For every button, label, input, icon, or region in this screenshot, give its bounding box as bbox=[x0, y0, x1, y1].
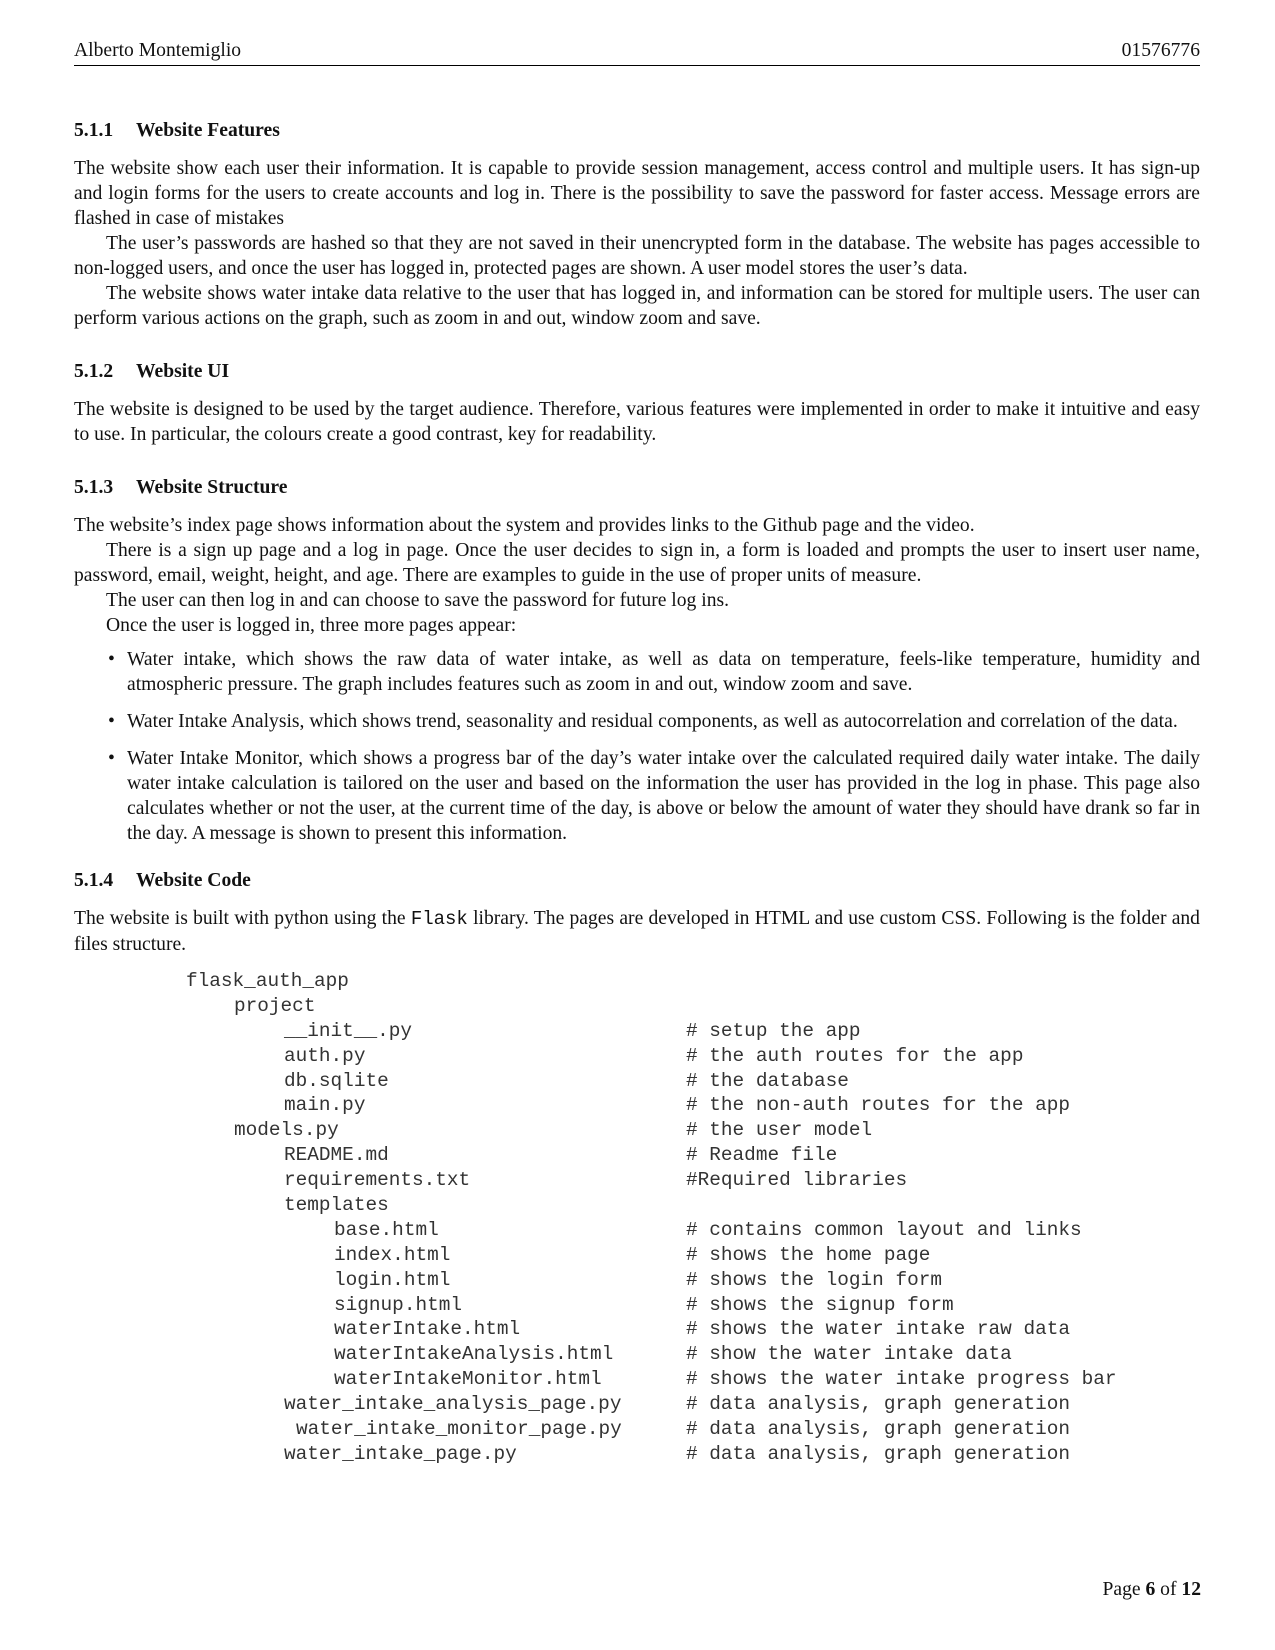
section-number: 5.1.3 bbox=[74, 477, 114, 498]
tree-file: water_intake_monitor_page.py bbox=[296, 1418, 622, 1441]
tree-comment: # shows the home page bbox=[686, 1243, 931, 1266]
inline-code: Flask bbox=[410, 908, 468, 930]
paragraph: The user can then log in and can choose to save the password for future log ins. bbox=[106, 590, 730, 611]
paragraph: Once the user is logged in, three more pages appear: bbox=[106, 615, 517, 636]
section-heading bbox=[74, 118, 1200, 143]
paragraph: The website’s index page shows information about the system and provides links to the Github page and the video. bbox=[74, 515, 975, 536]
tree-row bbox=[74, 1019, 1200, 1044]
student-id: 01576776 bbox=[1121, 40, 1200, 61]
tree-comment: # shows the signup form bbox=[686, 1293, 954, 1316]
section-number: 5.1.1 bbox=[74, 120, 114, 141]
tree-comment: # data analysis, graph generation bbox=[686, 1442, 1070, 1465]
tree-row bbox=[74, 1093, 1200, 1118]
current-page: 6 bbox=[1145, 1579, 1156, 1600]
paragraph: The website is designed to be used by the target audience. Therefore, various features were implemented in order to make it intuitive and easy to use. In particular, the colours create a good contrast, key for readability. bbox=[74, 399, 1200, 445]
tree-file: models.py bbox=[234, 1119, 339, 1142]
tree-comment: # shows the water intake progress bar bbox=[686, 1368, 1117, 1391]
main-content bbox=[74, 118, 1200, 1495]
tree-file: waterIntakeMonitor.html bbox=[334, 1368, 602, 1391]
tree-comment: # data analysis, graph generation bbox=[686, 1418, 1070, 1441]
section-website-code bbox=[74, 868, 1200, 1467]
section-heading bbox=[74, 475, 1200, 500]
section-number: 5.1.4 bbox=[74, 870, 114, 891]
section-title: Website UI bbox=[136, 361, 230, 382]
tree-file: auth.py bbox=[284, 1044, 366, 1067]
tree-comment: # the database bbox=[686, 1069, 849, 1092]
tree-row bbox=[74, 1293, 1200, 1318]
tree-row bbox=[74, 1392, 1200, 1417]
tree-comment: # the auth routes for the app bbox=[686, 1044, 1024, 1067]
tree-row bbox=[74, 1218, 1200, 1243]
tree-comment: # contains common layout and links bbox=[686, 1218, 1082, 1241]
tree-folder: project bbox=[234, 994, 316, 1017]
tree-row bbox=[74, 994, 1200, 1019]
tree-file: water_intake_page.py bbox=[284, 1442, 517, 1465]
tree-row bbox=[74, 1044, 1200, 1069]
tree-file: README.md bbox=[284, 1144, 389, 1167]
tree-file: base.html bbox=[334, 1218, 439, 1241]
tree-comment: # the non-auth routes for the app bbox=[686, 1094, 1070, 1117]
tree-comment: # shows the water intake raw data bbox=[686, 1318, 1070, 1341]
tree-file: login.html bbox=[334, 1268, 451, 1291]
total-pages: 12 bbox=[1181, 1579, 1201, 1600]
section-website-structure bbox=[74, 475, 1200, 846]
tree-comment: #Required libraries bbox=[686, 1169, 908, 1192]
tree-row bbox=[74, 1268, 1200, 1293]
tree-file: index.html bbox=[334, 1243, 451, 1266]
page-number bbox=[1102, 1577, 1201, 1602]
paragraph: The website shows water intake data relative to the user that has logged in, and information can be stored for multiple users. The user can perform various actions on the graph, such as zoom in and out, window zoom and save. bbox=[74, 283, 1200, 329]
tree-row bbox=[74, 969, 1200, 994]
tree-row bbox=[74, 1193, 1200, 1218]
tree-comment: # shows the login form bbox=[686, 1268, 942, 1291]
tree-comment: # Readme file bbox=[686, 1144, 838, 1167]
tree-folder: flask_auth_app bbox=[186, 970, 349, 992]
tree-file: db.sqlite bbox=[284, 1069, 389, 1092]
section-website-features bbox=[74, 118, 1200, 331]
list-item: • Water Intake Monitor, which shows a progress bar of the day’s water intake over the calculated required daily water intake. The daily water intake calculation is tailored on the user and based on the information the user has provided in the log in phase. This page also calculates whether or not the user, at the current time of the day, is above or below the amount of water they should have drank so far in the day. A message is shown to present this information. bbox=[74, 746, 1200, 846]
section-title: Website Code bbox=[136, 870, 251, 891]
page-header bbox=[74, 38, 1200, 66]
section-website-ui bbox=[74, 359, 1200, 447]
tree-row bbox=[74, 1143, 1200, 1168]
tree-comment: # show the water intake data bbox=[686, 1343, 1012, 1366]
tree-row bbox=[74, 1118, 1200, 1143]
tree-file: waterIntake.html bbox=[334, 1318, 521, 1341]
tree-row bbox=[74, 1243, 1200, 1268]
tree-file: __init__.py bbox=[284, 1019, 412, 1042]
paragraph: The website show each user their information. It is capable to provide session management, access control and multiple users. It has sign-up and login forms for the users to create accounts and log in. There is the possibility to save the password for faster access. Message errors are flashed in case of mistakes bbox=[74, 158, 1200, 229]
file-tree bbox=[74, 969, 1200, 1467]
intro-text: The website is built with python using the bbox=[74, 908, 406, 929]
tree-row bbox=[74, 1367, 1200, 1392]
tree-file: main.py bbox=[284, 1094, 366, 1117]
tree-comment: # the user model bbox=[686, 1119, 873, 1142]
section-number: 5.1.2 bbox=[74, 361, 114, 382]
page-list bbox=[74, 647, 1200, 846]
section-title: Website Structure bbox=[136, 477, 288, 498]
tree-folder: templates bbox=[284, 1194, 389, 1217]
intro-text: library. The pages are developed in HTML and use custom CSS. Following is the folder and files structure. bbox=[74, 908, 1200, 955]
tree-file: waterIntakeAnalysis.html bbox=[334, 1343, 614, 1366]
section-title: Website Features bbox=[136, 120, 280, 141]
paragraph: The user’s passwords are hashed so that they are not saved in their unencrypted form in the database. The website has pages accessible to non-logged users, and once the user has logged in, protected pages are shown. A user model stores the user’s data. bbox=[74, 233, 1200, 279]
tree-comment: # data analysis, graph generation bbox=[686, 1393, 1070, 1416]
tree-file: requirements.txt bbox=[284, 1169, 471, 1192]
tree-file: signup.html bbox=[334, 1293, 462, 1316]
section-heading bbox=[74, 868, 1200, 893]
tree-row bbox=[74, 1317, 1200, 1342]
list-item: • Water Intake Analysis, which shows trend, seasonality and residual components, as well as autocorrelation and correlation of the data. bbox=[74, 709, 1200, 734]
page-of: of bbox=[1160, 1579, 1177, 1600]
tree-row bbox=[74, 1442, 1200, 1467]
list-item: • Water intake, which shows the raw data of water intake, as well as data on temperature, feels-like temperature, humidity and atmospheric pressure. The graph includes features such as zoom in and out, window zoom and save. bbox=[74, 647, 1200, 697]
tree-row bbox=[74, 1417, 1200, 1442]
tree-row bbox=[74, 1168, 1200, 1193]
paragraph: There is a sign up page and a log in page. Once the user decides to sign in, a form is loaded and prompts the user to insert user name, password, email, weight, height, and age. There are examples to guide in the use of proper units of measure. bbox=[74, 540, 1200, 586]
section-heading bbox=[74, 359, 1200, 384]
tree-comment: # setup the app bbox=[686, 1019, 861, 1042]
tree-row bbox=[74, 1069, 1200, 1094]
paragraph bbox=[74, 906, 1200, 957]
tree-file: water_intake_analysis_page.py bbox=[284, 1393, 622, 1416]
page-label: Page bbox=[1102, 1579, 1141, 1600]
tree-row bbox=[74, 1342, 1200, 1367]
author-name: Alberto Montemiglio bbox=[74, 40, 242, 61]
